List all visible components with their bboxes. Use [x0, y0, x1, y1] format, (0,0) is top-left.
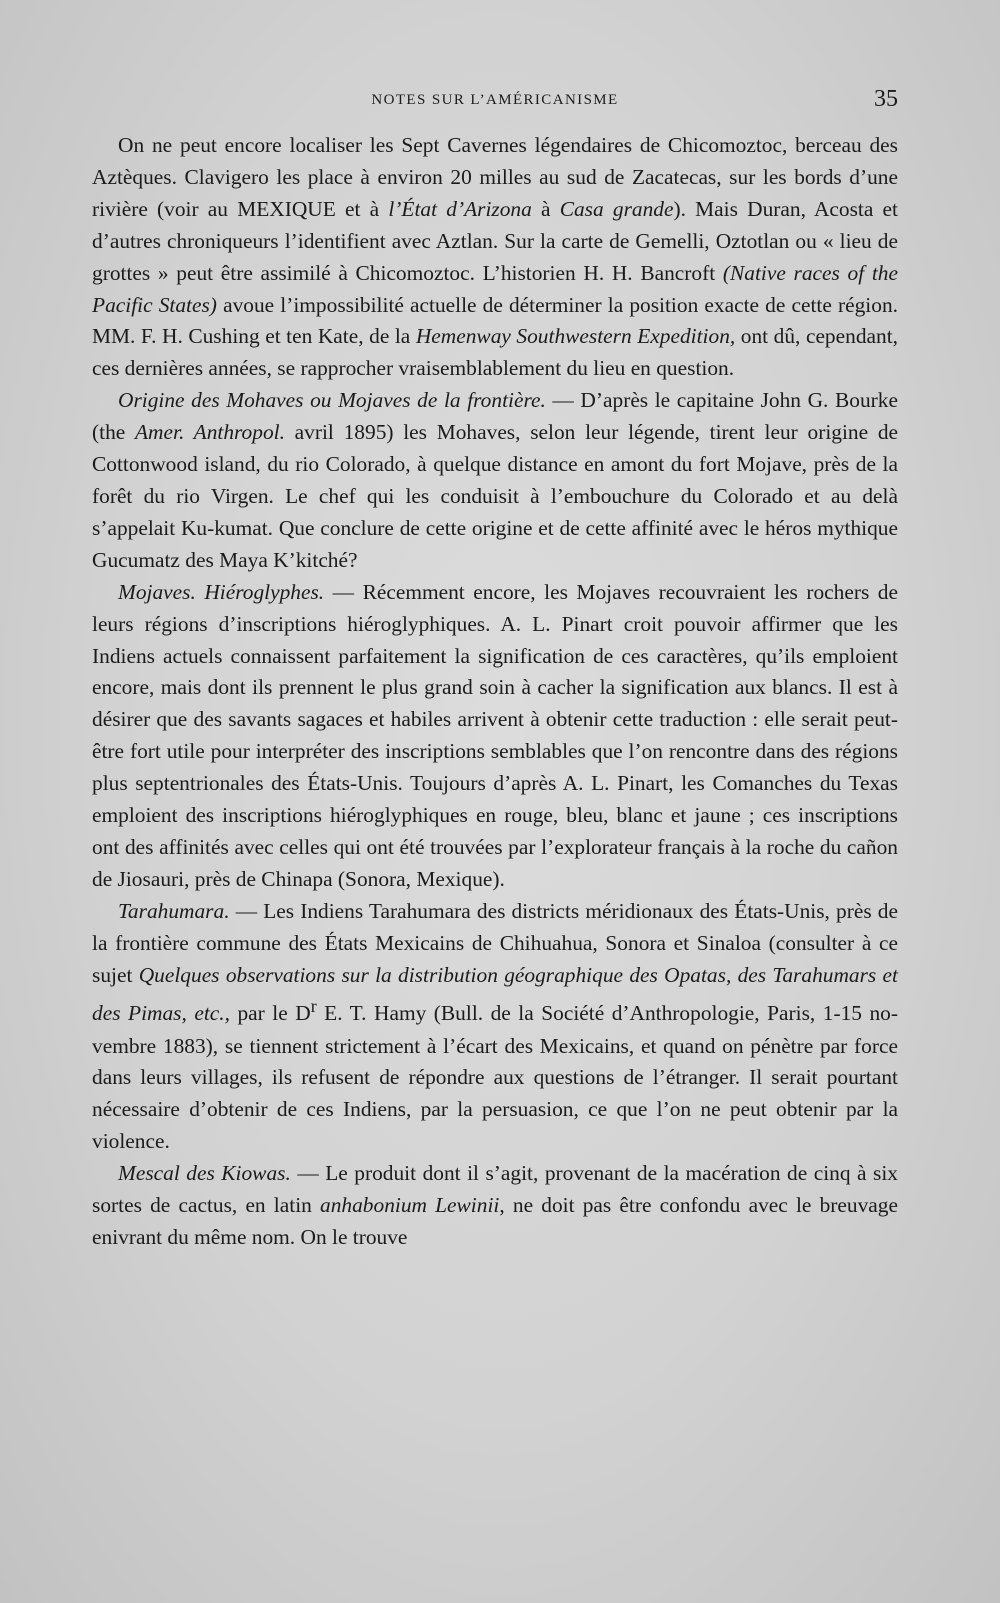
- section-heading: Mojaves. Hiéroglyphes.: [118, 579, 325, 604]
- paragraph-mescal-kiowas: [92, 1158, 898, 1254]
- italic-run: Casa grande: [559, 196, 674, 221]
- running-header: [92, 86, 898, 122]
- italic-run: Hemenway Southwestern Expedition,: [415, 324, 736, 349]
- text-run: avril 1895) les Mohaves, selon leur légende, tirent leur origine de Cottonwood island, du rio Colorado, à quelque distance en amont du fort Mojave, près de la forêt du rio Virgen. Le chef qui les conduisit à l’embouchure du Colorado et au delà s’appelait Ku-kumat. Que conclure de cette origine et de cette affinité avec le héros mythique Gucumatz des Maya K’kitché?: [92, 420, 899, 572]
- superscript: r: [310, 996, 317, 1017]
- text-run: — Récemment encore, les Mojaves recouvraient les rochers de leurs régions d’inscriptions hiéroglyphiques. A. L. Pinart croit pouvoir affirmer que les Indiens actuels connaissent parfaitement la signification de ces caractères, qu’ils emploient encore, mais dont ils prennent le plus grand soin à cacher la signification aux blancs. Il est à désirer que des savants sagaces et habiles arrivent à obtenir cette traduction : elle serait peut-être fort utile pour interpréter des inscriptions semblables que l’on rencontre dans des régions plus septentrionales des États-Unis. Toujours d’après A. L. Pinart, les Comanches du Texas emploient des inscriptions hiéroglyphiques en rouge, bleu, blanc et jaune ; ces inscriptions ont des affinités avec celles qui ont été trouvées par l’explorateur français à la roche du cañon de Jiosauri, près de Chinapa (Sonora, Mexique).: [92, 579, 898, 891]
- page-number: 35: [874, 86, 898, 112]
- text-run: avoue l’impossibilité actuelle de déterminer la position exacte de cette région. MM. F. H. Cushing et ten Kate, de la: [92, 292, 898, 349]
- book-title: (Native races of the Pacific States): [92, 260, 898, 317]
- paragraph-mohaves-origin: [92, 385, 898, 576]
- running-title: NOTES SUR L’AMÉRICANISME: [371, 92, 619, 108]
- paragraph-tarahumara: [92, 896, 898, 1158]
- book-title: Quelques observations sur la distribution géographique des Opatas, des Tarahumars et des Pimas, etc.,: [92, 962, 898, 1026]
- section-heading: Tarahumara.: [118, 898, 230, 923]
- paragraph-chicomoztoc: [92, 130, 898, 385]
- cross-reference: MEXIQUE: [237, 196, 336, 221]
- text-run: On ne peut encore localiser les Sept Cavernes légendaires de Chicomoztoc, berceau des Aztèques. Clavigero les place à environ 20 milles au sud de Zacatecas, sur les bords d’une rivière (voir au: [92, 133, 898, 221]
- italic-run: l’État d’Arizona: [388, 196, 532, 221]
- text-run: par le D: [229, 1001, 311, 1026]
- body-text: [92, 130, 898, 1254]
- book-page: [92, 86, 898, 1254]
- text-run: , ne doit pas être confondu avec le breuvage enivrant du même nom. On le trouve: [92, 1193, 898, 1249]
- text-run: — D’après le capitaine John G. Bourke (the: [92, 388, 898, 445]
- text-run: — Le produit dont il s’agit, provenant de la macération de cinq à six sortes de cactus, en latin: [92, 1161, 898, 1218]
- journal-title: Amer. Anthropol.: [134, 420, 285, 445]
- text-run: E. T. Hamy (Bull. de la Société d’Anthropologie, Paris, 1-15 novembre 1883), se tiennent strictement à l’écart des Mexicains, et quand on pénètre par force dans leurs villages, ils refusent de répondre aux questions de l’étranger. Il serait pourtant nécessaire d’obtenir de ces Indiens, par la persuasion, ce que l’on ne peut obtenir par la violence.: [92, 1001, 898, 1154]
- latin-name: anhabonium Lewinii: [320, 1193, 500, 1218]
- text-run: à: [531, 196, 560, 221]
- text-run: — Les Indiens Tarahumara des districts méridionaux des États-Unis, près de la frontière commune des États Mexicains de Chihuahua, Sonora et Sinaloa (consulter à ce sujet: [92, 898, 898, 987]
- section-heading: Mescal des Kiowas.: [118, 1161, 291, 1186]
- text-run: ). Mais Duran, Acosta et d’autres chroniqueurs l’identifient avec Aztlan. Sur la carte de Gemelli, Oztotlan ou « lieu de grottes » peut être assimilé à Chicomoztoc. L’historien H. H. Bancroft: [92, 196, 898, 285]
- text-run: et à: [335, 196, 389, 221]
- section-heading: Origine des Mohaves ou Mojaves de la frontière.: [118, 388, 546, 413]
- paragraph-mojaves-hieroglyphes: [92, 577, 898, 896]
- text-run: ont dû, cependant, ces dernières années, se rapprocher vraisemblablement du lieu en question.: [92, 324, 898, 381]
